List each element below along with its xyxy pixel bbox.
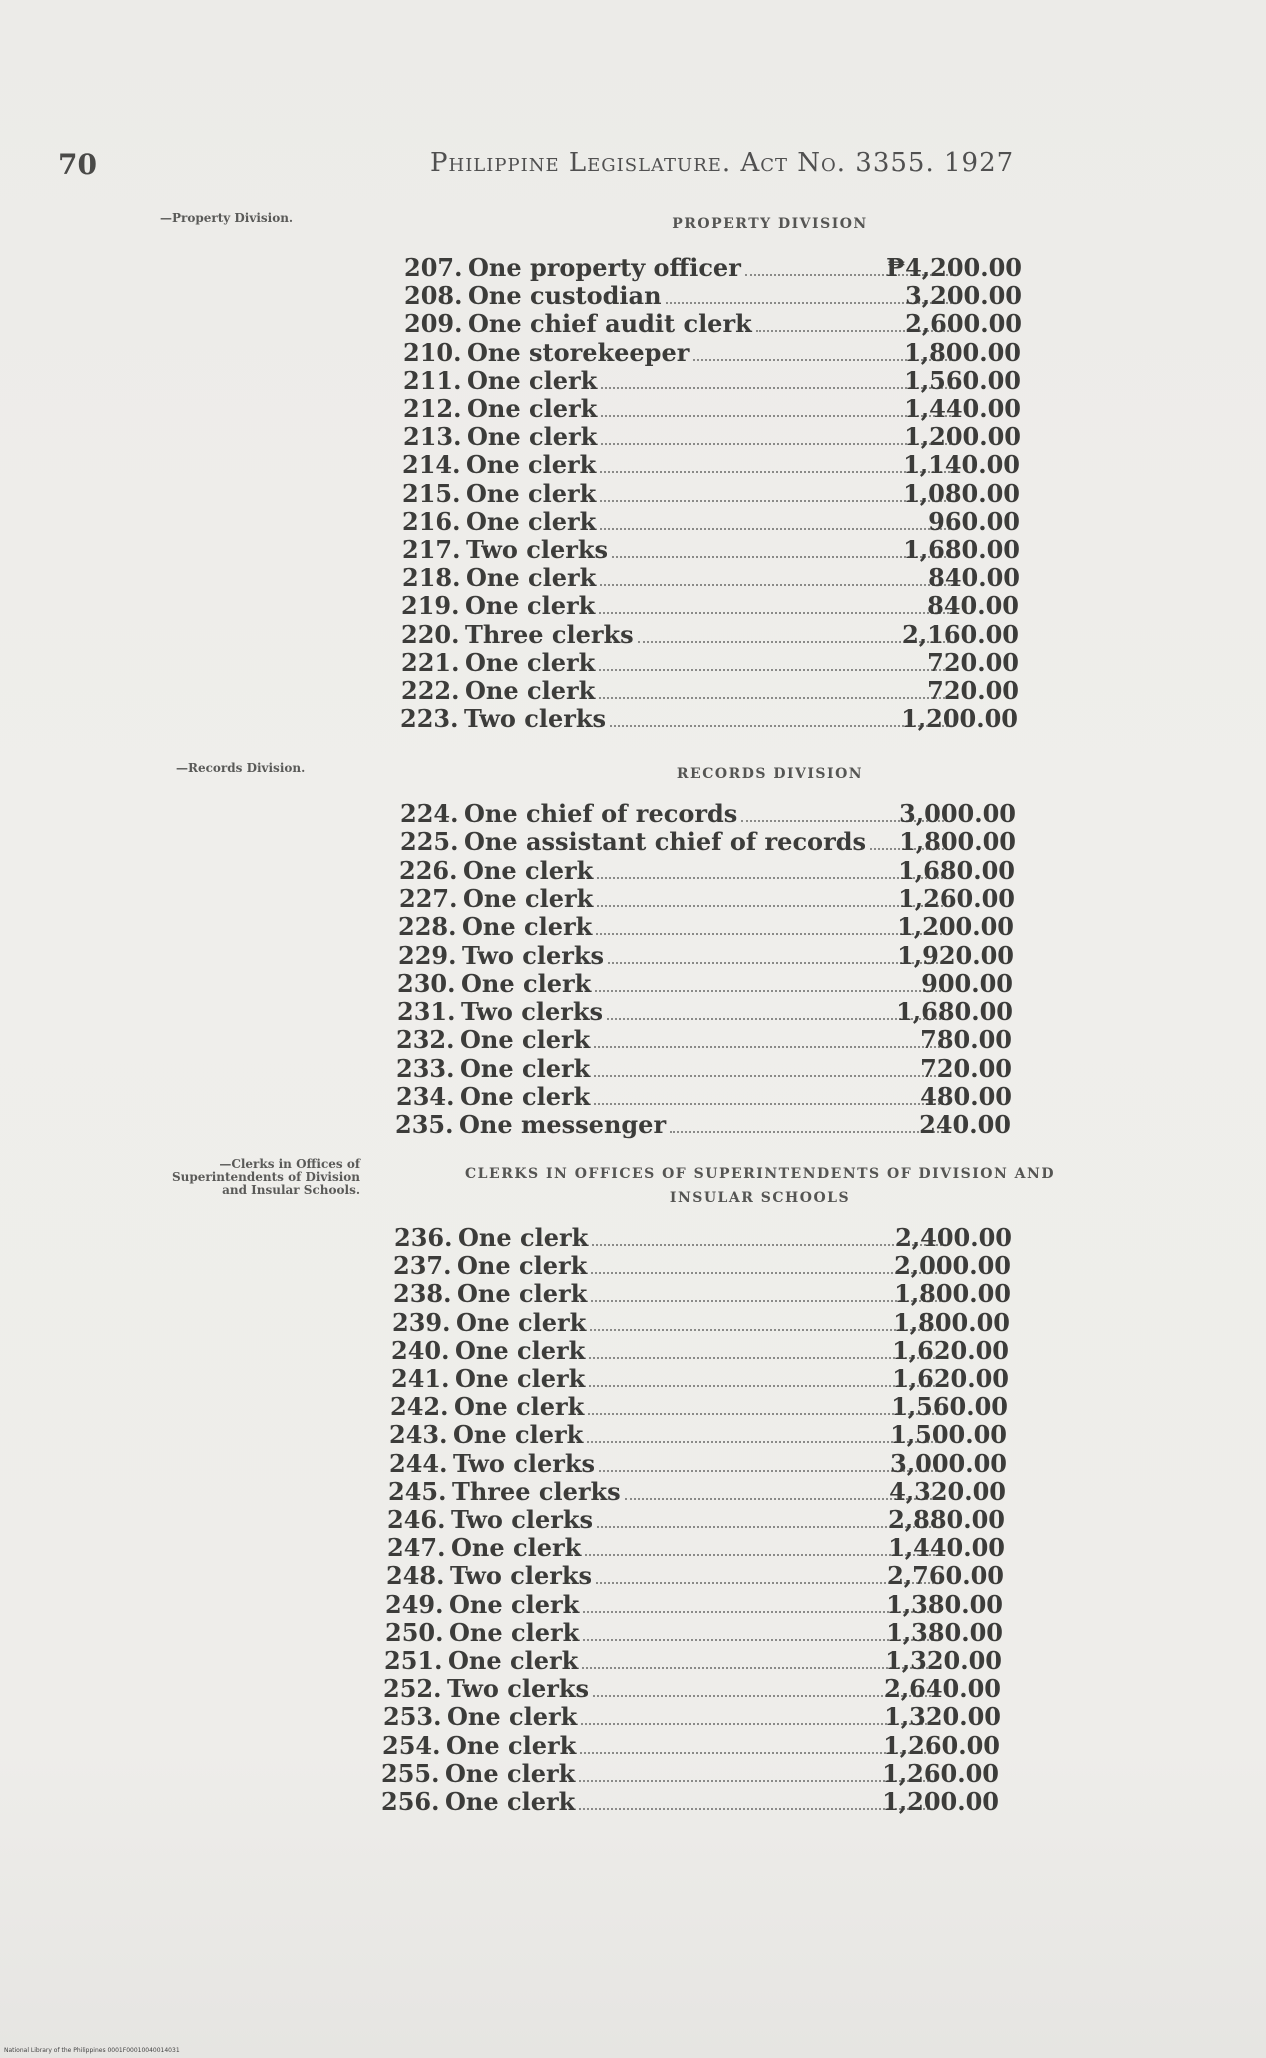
item-description: One clerk <box>461 969 592 998</box>
item-description: One clerk <box>463 856 594 885</box>
section-heading-clerks-superintendents: CLERKS IN OFFICES OF SUPERINTENDENTS OF DIVISION AND INSULAR SCHOOLS <box>465 1166 1055 1206</box>
item-number: 208. <box>404 281 463 310</box>
item-amount: 900.00 <box>921 969 1013 998</box>
item-number: 228. <box>398 912 457 941</box>
item-amount: 1,620.00 <box>892 1336 1009 1365</box>
item-amount: 480.00 <box>920 1082 1012 1111</box>
item-description: One clerk <box>448 1646 579 1675</box>
item-description: Two clerks <box>447 1674 590 1703</box>
item-amount: 2,760.00 <box>887 1561 1004 1590</box>
item-description: One clerk <box>466 450 597 479</box>
item-row <box>403 367 963 395</box>
item-amount: 1,440.00 <box>904 394 1021 423</box>
item-description: One clerk <box>466 563 597 592</box>
item-row <box>383 1675 943 1703</box>
item-description: One storekeeper <box>467 338 690 367</box>
item-description: One clerk <box>451 1533 582 1562</box>
item-amount: ₱4,200.00 <box>886 253 1022 282</box>
item-amount: 2,880.00 <box>888 1505 1005 1534</box>
item-description: One clerk <box>449 1590 580 1619</box>
item-number: 216. <box>402 507 461 536</box>
item-amount: 1,560.00 <box>891 1392 1008 1421</box>
item-description: One clerk <box>465 676 596 705</box>
item-row <box>393 1280 953 1308</box>
item-description: One clerk <box>466 479 597 508</box>
item-row <box>403 339 963 367</box>
item-number: 255. <box>381 1759 440 1788</box>
item-amount: 1,680.00 <box>903 535 1020 564</box>
item-description: Two clerks <box>462 941 605 970</box>
item-row <box>394 1224 954 1252</box>
item-row <box>391 1337 951 1365</box>
item-number: 236. <box>394 1223 453 1252</box>
item-row <box>401 649 961 677</box>
item-number: 251. <box>384 1646 443 1675</box>
item-amount: 240.00 <box>919 1110 1011 1139</box>
item-number: 253. <box>383 1702 442 1731</box>
item-number: 221. <box>401 648 460 677</box>
item-number: 230. <box>397 969 456 998</box>
item-description: One clerk <box>466 507 597 536</box>
item-amount: 3,200.00 <box>905 281 1022 310</box>
item-number: 226. <box>399 856 458 885</box>
item-number: 229. <box>398 941 457 970</box>
item-description: One clerk <box>467 422 598 451</box>
item-number: 209. <box>404 309 463 338</box>
item-description: One assistant chief of records <box>464 827 866 856</box>
item-description: One clerk <box>465 591 596 620</box>
section-heading-property-division: PROPERTY DIVISION <box>672 216 868 232</box>
item-description: Two clerks <box>453 1449 596 1478</box>
item-description: One clerk <box>462 912 593 941</box>
item-row <box>401 592 961 620</box>
item-number: 223. <box>400 704 459 733</box>
item-number: 210. <box>403 338 462 367</box>
item-amount: 1,200.00 <box>901 704 1018 733</box>
item-description: One clerk <box>445 1787 576 1816</box>
item-row <box>400 705 960 733</box>
item-row <box>389 1450 949 1478</box>
item-number: 211. <box>403 366 462 395</box>
item-description: One clerk <box>446 1731 577 1760</box>
item-amount: 1,200.00 <box>904 422 1021 451</box>
item-number: 243. <box>389 1420 448 1449</box>
item-row <box>404 254 964 282</box>
item-number: 248. <box>386 1561 445 1590</box>
item-number: 242. <box>390 1392 449 1421</box>
item-number: 244. <box>389 1449 448 1478</box>
item-amount: 1,800.00 <box>899 827 1016 856</box>
item-amount: 2,000.00 <box>894 1251 1011 1280</box>
item-number: 214. <box>402 450 461 479</box>
item-amount: 720.00 <box>927 676 1019 705</box>
item-description: One clerk <box>456 1308 587 1337</box>
item-number: 233. <box>396 1054 455 1083</box>
item-description: Two clerks <box>464 704 607 733</box>
item-number: 245. <box>388 1477 447 1506</box>
item-row <box>387 1506 947 1534</box>
item-amount: 1,380.00 <box>886 1590 1003 1619</box>
item-row <box>384 1647 944 1675</box>
running-head: Philippine Legislature. Act No. 3355. 1927 <box>430 148 1015 178</box>
item-amount: 840.00 <box>927 591 1019 620</box>
item-amount: 840.00 <box>928 563 1020 592</box>
item-description: One clerk <box>447 1702 578 1731</box>
item-description: One clerk <box>465 648 596 677</box>
item-number: 232. <box>396 1025 455 1054</box>
item-amount: 1,800.00 <box>893 1308 1010 1337</box>
side-note-property-division: —Property Division. <box>160 211 294 225</box>
item-row <box>402 480 962 508</box>
item-amount: 2,400.00 <box>895 1223 1012 1252</box>
item-amount: 720.00 <box>927 648 1019 677</box>
item-description: One chief of records <box>464 799 738 828</box>
item-amount: 1,260.00 <box>898 884 1015 913</box>
item-row <box>402 451 962 479</box>
page-number: 70 <box>58 148 97 181</box>
item-number: 250. <box>385 1618 444 1647</box>
item-description: One clerk <box>455 1364 586 1393</box>
item-row <box>387 1534 947 1562</box>
item-row <box>403 395 963 423</box>
item-number: 227. <box>399 884 458 913</box>
item-amount: 1,260.00 <box>882 1759 999 1788</box>
item-number: 247. <box>387 1533 446 1562</box>
item-amount: 1,920.00 <box>897 941 1014 970</box>
item-description: One clerk <box>457 1251 588 1280</box>
item-description: One clerk <box>467 394 598 423</box>
item-number: 237. <box>393 1251 452 1280</box>
item-description: One messenger <box>459 1110 667 1139</box>
item-number: 239. <box>392 1308 451 1337</box>
item-amount: 1,680.00 <box>898 856 1015 885</box>
item-number: 231. <box>397 997 456 1026</box>
item-row <box>391 1365 951 1393</box>
item-row <box>401 677 961 705</box>
item-amount: 1,500.00 <box>890 1420 1007 1449</box>
item-description: One clerk <box>449 1618 580 1647</box>
item-row <box>401 621 961 649</box>
item-description: One clerk <box>460 1025 591 1054</box>
item-amount: 1,680.00 <box>896 997 1013 1026</box>
item-number: 217. <box>402 535 461 564</box>
item-number: 225. <box>400 827 459 856</box>
item-number: 218. <box>402 563 461 592</box>
item-row <box>388 1478 948 1506</box>
item-number: 240. <box>391 1336 450 1365</box>
item-amount: 1,440.00 <box>888 1533 1005 1562</box>
item-amount: 1,380.00 <box>886 1618 1003 1647</box>
item-amount: 1,320.00 <box>884 1702 1001 1731</box>
item-number: 254. <box>382 1731 441 1760</box>
item-description: One clerk <box>460 1054 591 1083</box>
item-description: Two clerks <box>451 1505 594 1534</box>
item-row <box>404 310 964 338</box>
item-number: 224. <box>400 799 459 828</box>
item-row <box>385 1619 945 1647</box>
item-description: One clerk <box>455 1336 586 1365</box>
item-row <box>381 1760 941 1788</box>
item-row <box>402 536 962 564</box>
item-description: One clerk <box>460 1082 591 1111</box>
item-number: 219. <box>401 591 460 620</box>
item-amount: 1,560.00 <box>904 366 1021 395</box>
side-note-clerks-superintendents: —Clerks in Offices of Superintendents of Division and Insular Schools. <box>171 1157 360 1197</box>
item-row <box>402 564 962 592</box>
item-row <box>389 1421 949 1449</box>
item-amount: 1,200.00 <box>897 912 1014 941</box>
item-row <box>381 1788 941 1816</box>
item-number: 235. <box>395 1110 454 1139</box>
item-description: Three clerks <box>465 620 634 649</box>
item-number: 220. <box>401 620 460 649</box>
item-row <box>404 282 964 310</box>
item-amount: 1,320.00 <box>885 1646 1002 1675</box>
section-heading-records-division: RECORDS DIVISION <box>676 766 864 782</box>
item-description: One custodian <box>468 281 662 310</box>
item-amount: 1,800.00 <box>894 1279 1011 1308</box>
item-amount: 1,800.00 <box>904 338 1021 367</box>
item-number: 238. <box>393 1279 452 1308</box>
item-row <box>385 1591 945 1619</box>
item-amount: 1,140.00 <box>903 450 1020 479</box>
item-description: One clerk <box>457 1279 588 1308</box>
item-row <box>382 1732 942 1760</box>
item-description: One clerk <box>453 1420 584 1449</box>
item-row <box>383 1703 943 1731</box>
item-number: 252. <box>383 1674 442 1703</box>
item-number: 213. <box>403 422 462 451</box>
item-row <box>403 423 963 451</box>
item-amount: 960.00 <box>928 507 1020 536</box>
item-description: Three clerks <box>452 1477 621 1506</box>
item-description: One property officer <box>468 253 741 282</box>
item-amount: 1,080.00 <box>903 479 1020 508</box>
item-number: 256. <box>381 1787 440 1816</box>
item-amount: 1,620.00 <box>892 1364 1009 1393</box>
item-amount: 1,200.00 <box>882 1787 999 1816</box>
item-number: 222. <box>401 676 460 705</box>
item-row <box>390 1393 950 1421</box>
item-amount: 780.00 <box>920 1025 1012 1054</box>
item-row <box>386 1562 946 1590</box>
item-amount: 720.00 <box>920 1054 1012 1083</box>
item-description: One clerk <box>463 884 594 913</box>
item-description: Two clerks <box>461 997 604 1026</box>
item-amount: 3,000.00 <box>890 1449 1007 1478</box>
item-amount: 2,160.00 <box>902 620 1019 649</box>
side-note-records-division: —Records Division. <box>176 761 306 775</box>
item-row <box>402 508 962 536</box>
item-number: 207. <box>404 253 463 282</box>
item-description: One clerk <box>467 366 598 395</box>
item-description: Two clerks <box>450 1561 593 1590</box>
item-description: Two clerks <box>466 535 609 564</box>
item-row <box>393 1252 953 1280</box>
item-description: One chief audit clerk <box>468 309 752 338</box>
item-description: One clerk <box>454 1392 585 1421</box>
item-number: 246. <box>387 1505 446 1534</box>
item-number: 215. <box>402 479 461 508</box>
item-description: One clerk <box>445 1759 576 1788</box>
item-description: One clerk <box>458 1223 589 1252</box>
item-row <box>392 1309 952 1337</box>
item-number: 212. <box>403 394 462 423</box>
item-amount: 2,600.00 <box>905 309 1022 338</box>
item-amount: 4,320.00 <box>889 1477 1006 1506</box>
item-amount: 2,640.00 <box>884 1674 1001 1703</box>
item-number: 234. <box>396 1082 455 1111</box>
item-amount: 3,000.00 <box>899 799 1016 828</box>
item-number: 241. <box>391 1364 450 1393</box>
item-number: 249. <box>385 1590 444 1619</box>
item-amount: 1,260.00 <box>883 1731 1000 1760</box>
footer-watermark: National Library of the Philippines 0001F00010040014031 <box>4 2047 180 2054</box>
